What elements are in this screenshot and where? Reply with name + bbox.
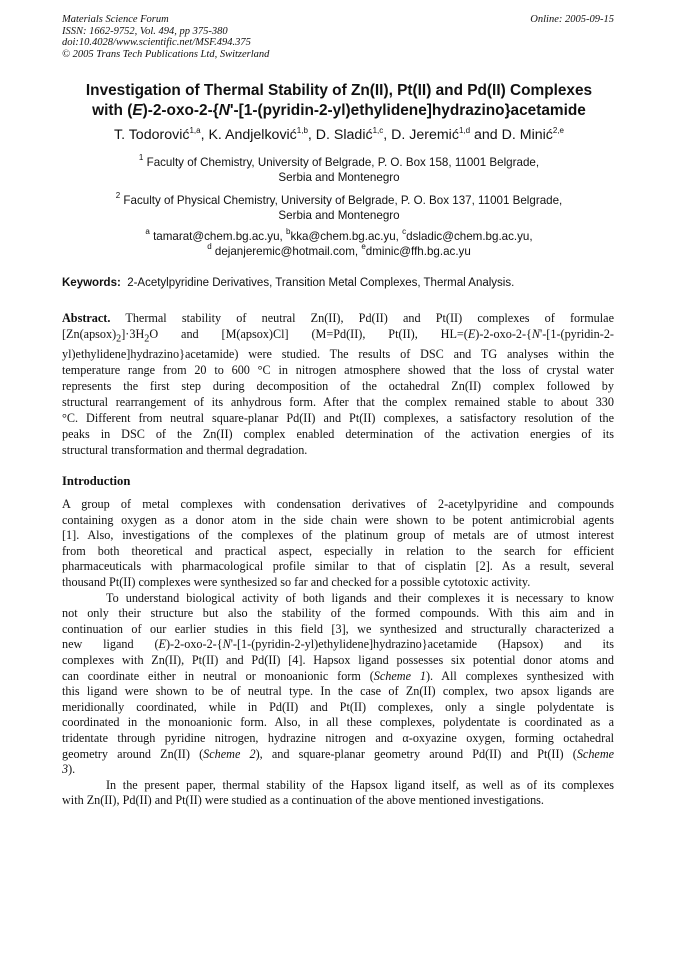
scheme-ref: Scheme [576, 746, 615, 761]
email-b[interactable]: kka@chem.bg.ac.yu, [290, 230, 399, 243]
email-d[interactable]: dejanjeremic@hotmail.com, [214, 245, 359, 258]
abstract-line: $[Zn(apsox)_2]\cdot 3H_2O$ and [M(apsox)Cl] (M=Pd(II), Pt(II), HL=(E)-2-oxo-2-{N'-[1-(pyridin-2- [62, 326, 614, 345]
abstract-line: temperature range from 20 to 600 °C in nitrogen atmosphere showed that the loss of crystal water [62, 363, 614, 378]
scheme-ref: 3 [62, 762, 69, 777]
keywords-text: 2-Acetylpyridine Derivatives, Transition Metal Complexes, Thermal Analysis. [127, 277, 515, 289]
intro-line: continuation of our earlier studies in this field [3], we synthesized and structurally characterized a [62, 621, 614, 636]
journal-doi[interactable]: doi:10.4028/www.scientific.net/MSF.494.375 [62, 37, 251, 49]
abstract-line: yl)ethylidene]hydrazino}acetamide) were studied. The results of DSC and TG analyses within the [62, 347, 614, 362]
intro-line: tridentate through pyridine nitrogen, hydrazine nitrogen and α-oxyazine oxygen, forming octahedral [62, 730, 614, 745]
keywords [62, 277, 622, 289]
online-date: Online: 2005-09-15 [530, 14, 614, 25]
abstract [62, 311, 614, 459]
intro-line: thousand Pt(II) complexes were synthesized so far and checked for a possible cytotoxic activity. [62, 574, 531, 589]
journal-issn: ISSN: 1662-9752, Vol. 494, pp 375-380 [62, 25, 228, 37]
intro-line: new ligand (E)-2-oxo-2-{N'-[1-(pyridin-2-yl)ethylidene]hydrazino}acetamide (Hapsox) and its [62, 637, 614, 652]
abstract-line: structural rearrangement of its anhydrous form. After that the complex remained stable to about 330 [62, 394, 614, 409]
affiliation-1: $^1$ Faculty of Chemistry, University of Belgrade, P. O. Box 158, 11001 Belgrade, Serbia and Montenegro [138, 153, 540, 184]
intro-line: In the present paper, thermal stability of the Hapsox ligand itself, as well as of its complexes [106, 777, 614, 792]
journal-copyright: © 2005 Trans Tech Publications Ltd, Switzerland [62, 48, 270, 60]
intro-line: [1]. Also, investigations of the complexes of the platinum group of metals are of utmost interest [62, 528, 614, 543]
email-c[interactable]: dsladic@chem.bg.ac.yu, [406, 230, 533, 243]
intro-line: containing oxygen as a donor atom in the side chain were shown to be potent antimicrobial agents [62, 512, 614, 527]
intro-line: To understand biological activity of both ligands and their complexes it is necessary to know [106, 590, 614, 605]
scheme-ref: Scheme 1 [373, 668, 426, 683]
introduction-heading: Introduction [62, 474, 131, 488]
scheme-ref: Scheme 2 [203, 746, 256, 761]
affiliation-2: $^2$ Faculty of Physical Chemistry, University of Belgrade, P. O. Box 137, 11001 Belgrade, Serbia and Montenegro [115, 191, 563, 222]
journal-name: Materials Science Forum [62, 14, 169, 25]
intro-line: from both theoretical and practical aspect, especially in relation to the search for efficient [62, 543, 614, 558]
author: K. Andjelković$^{1,b}$, [208, 126, 316, 143]
abstract-line: Abstract. Thermal stability of neutral Zn(II), Pd(II) and Pt(II) complexes of formulae [62, 311, 614, 325]
abstract-line: represents the first step during decomposition of the octahedral Zn(II) complex followed by [62, 379, 614, 394]
intro-line: complexes with Zn(II), Pt(II) and Pd(II) [4]. Hapsox ligand possesses six potential donor atoms and [62, 652, 614, 667]
paper-title [40, 81, 638, 121]
email-e[interactable]: dminic@ffh.bg.ac.yu [365, 245, 471, 258]
abstract-line: peaks in DSC of the Zn(II) complex enabled determination of the activation energies of its [62, 426, 614, 441]
title-line-2: with (E)-2-oxo-2-{N'-[1-(pyridin-2-yl)ethylidene]hydrazino}acetamide [92, 102, 586, 119]
intro-line: meridionally coordinated, while in Pd(II) and Pt(II) complexes, only a single polydentate is [62, 699, 614, 714]
author: D. Sladić$^{1,c}$, [315, 126, 392, 143]
abstract-line: °C. Different from neutral square-planar Pd(II) and Pt(II) complexes, a satisfactory resolution of the [62, 410, 614, 425]
intro-line: pharmaceuticals with pharmacological profile similar to that of cisplatin [2]. As a result, several [62, 559, 614, 574]
intro-line: not only their structure but also the stability of the formed compounds. With this aim and in [62, 606, 614, 621]
intro-line: this ligand were shown to be of neutral type. In the case of Zn(II) complex, two apsox ligands are [62, 684, 614, 699]
intro-line: 3). [62, 762, 76, 777]
intro-line: can coordinate either in neutral or monoanionic form (Scheme 1). All complexes synthesized with [62, 668, 614, 683]
email-a[interactable]: tamarat@chem.bg.ac.yu, [153, 230, 283, 243]
author: D. Minić$^{2,e}$ [501, 126, 564, 143]
intro-line: A group of metal complexes with condensation derivatives of 2-acetylpyridine and compounds [62, 497, 614, 511]
author: T. Todorović$^{1,a}$, [114, 126, 209, 143]
author-emails: $^a$ tamarat@chem.bg.ac.yu, $^b$kka@chem.bg.ac.yu, $^c$dsladic@chem.bg.ac.yu, $^d$ dejanjeremic@hotmail.com, $^e$dminic@ffh.bg.ac.yu [145, 227, 533, 258]
abstract-label: Abstract. [62, 311, 111, 325]
introduction-body [62, 497, 614, 809]
author: D. Jeremić$^{1,d}$ and [391, 126, 502, 143]
intro-line: geometry around Zn(II) (Scheme 2), and square-planar geometry around Pd(II) and Pt(II) (Scheme [62, 746, 615, 761]
title-line-1: Investigation of Thermal Stability of Zn(II), Pt(II) and Pd(II) Complexes [85, 82, 593, 99]
abstract-line: structural transformation and thermal degradation. [62, 442, 308, 457]
intro-line: with Zn(II), Pd(II) and Pt(II) were studied as a continuation of the above mentioned investigations. [62, 793, 544, 808]
intro-line: coordinated in the monoanionic form. Also, in all these complexes, polydentate is coordinated as a [62, 715, 614, 730]
author-list [30, 127, 648, 143]
keywords-label: Keywords: [62, 277, 121, 289]
journal-header [62, 14, 269, 60]
